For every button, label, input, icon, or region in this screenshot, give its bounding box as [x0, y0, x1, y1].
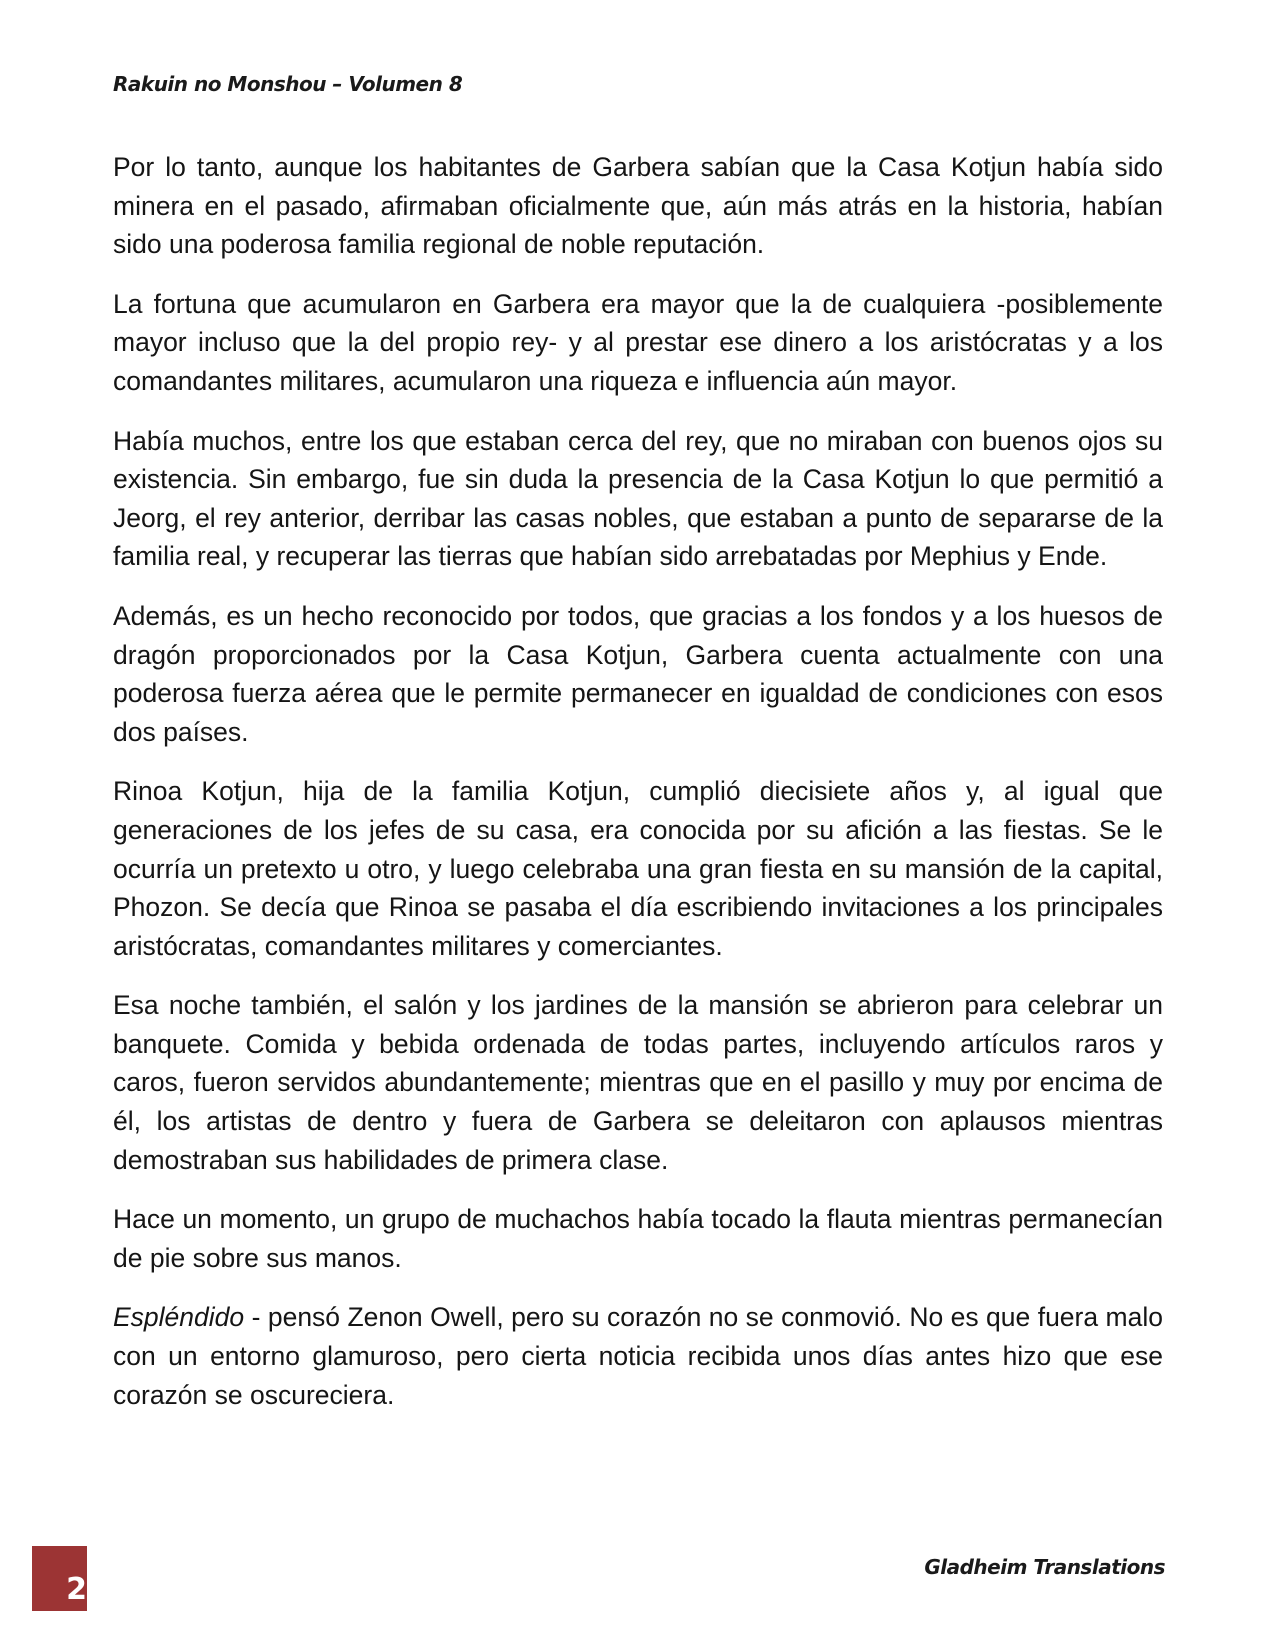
page-number-badge: [32, 1546, 87, 1609]
paragraph: Además, es un hecho reconocido por todos, que gracias a los fondos y a los huesos de dragón proporcionados por la Casa Kotjun, Garbera cuenta actualmente con una poderosa fuerza aérea que le permite permanecer en igualdad de condiciones con esos dos países.: [113, 600, 1163, 747]
paragraph: Había muchos, entre los que estaban cerca del rey, que no miraban con buenos ojos su existencia. Sin embargo, fue sin duda la presencia de la Casa Kotjun lo que permitió a Jeorg, el rey anterior, derribar las casas nobles, que estaban a punto de separarse de la familia real, y recuperar las tierras que habían sido arrebatadas por Mephius y Ende.: [113, 425, 1163, 572]
body-text: [113, 148, 1163, 1435]
paragraph: La fortuna que acumularon en Garbera era mayor que la de cualquiera -posiblemente mayor incluso que la del propio rey- y al prestar ese dinero a los aristócratas y a los comandantes militares, acumularon una riqueza e influencia aún mayor.: [113, 288, 1163, 396]
paragraph-last: [113, 1298, 1163, 1414]
footer-credit: Gladheim Translations: [924, 1555, 1165, 1579]
page-number-rule: [32, 1608, 87, 1611]
paragraph-text: - pensó Zenon Owell, pero su corazón no se conmovió. No es que fuera malo con un entorno glamuroso, pero cierta noticia recibida unos días antes hizo que ese corazón se oscureciera.: [113, 1302, 1163, 1410]
paragraph: Hace un momento, un grupo de muchachos había tocado la flauta mientras permanecían de pie sobre sus manos.: [113, 1204, 1163, 1273]
page-header-title: Rakuin no Monshou – Volumen 8: [113, 72, 463, 96]
page-number: 2: [66, 1572, 87, 1607]
italic-lead: Espléndido: [113, 1302, 245, 1333]
paragraph: Por lo tanto, aunque los habitantes de Garbera sabían que la Casa Kotjun había sido minera en el pasado, afirmaban oficialmente que, aún más atrás en la historia, habían sido una poderosa familia regional de noble reputación.: [113, 152, 1163, 260]
paragraph: Rinoa Kotjun, hija de la familia Kotjun, cumplió diecisiete años y, al igual que generaciones de los jefes de su casa, era conocida por su afición a las fiestas. Se le ocurría un pretexto u otro, y luego celebraba una gran fiesta en su mansión de la capital, Phozon. Se decía que Rinoa se pasaba el día escribiendo invitaciones a los principales aristócratas, comandantes militares y comerciantes.: [113, 776, 1163, 961]
paragraph: Esa noche también, el salón y los jardines de la mansión se abrieron para celebrar un banquete. Comida y bebida ordenada de todas partes, incluyendo artículos raros y caros, fueron servidos abundantemente; mientras que en el pasillo y muy por encima de él, los artistas de dentro y fuera de Garbera se deleitaron con aplausos mientras demostraban sus habilidades de primera clase.: [113, 990, 1163, 1175]
